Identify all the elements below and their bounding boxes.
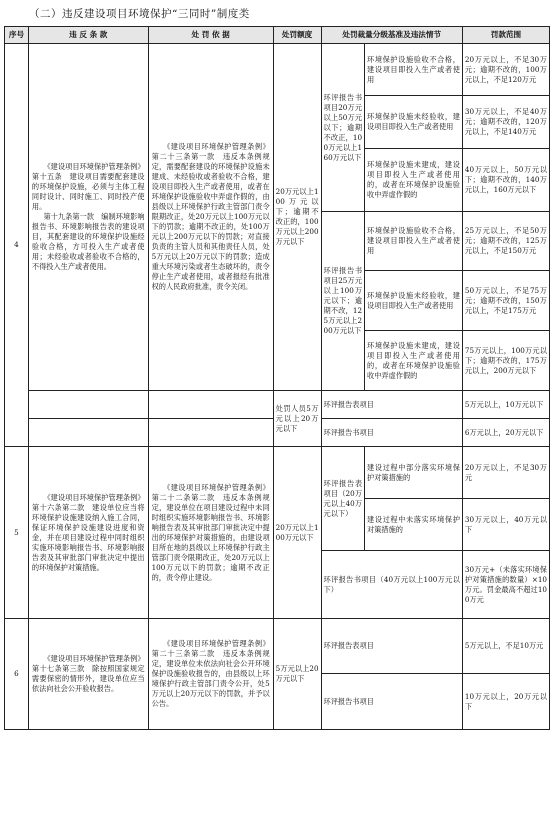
fine-range: 10万元以上，20万元以下 [462, 674, 549, 730]
section-title: （二）违反建设项目环境保护“三同时”制度类 [29, 8, 250, 20]
violation-situation: 环评报告书项目 [321, 674, 462, 730]
violation-situation: 环境保护设施未经验收，建设项目即投入生产或者使用 [365, 271, 463, 331]
fine-range: 5万元以上，10万元以下 [462, 391, 549, 419]
fine-range: 75万元以上，100万元以下；逾期不改的，175万元以上，200万元以下 [462, 331, 549, 391]
violation-situation: 环境保护设施未建成，建设项目即投入生产或者使用的，或者在环境保护设施验收中弄虚作假的 [365, 149, 463, 212]
empty-cell [28, 391, 148, 419]
fine-range: 30万元以上，40万元以下 [462, 499, 549, 551]
fine-range: 25万元以上，不足50万元；逾期不改的，125万元以上，不足150万元 [462, 212, 549, 271]
header-row [5, 27, 550, 44]
penalty-amount: 20万元以上100万元以下 [273, 447, 321, 619]
fine-range: 20万元以上，不足30万元 [462, 447, 549, 499]
penalty-amount: 20万元以上100万元以下；逾期不改正的，100万元以上200万元以下 [273, 44, 321, 391]
penalty-amount: 5万元以上20万元以下 [273, 619, 321, 730]
table-row [5, 447, 550, 499]
violation-situation: 环评报告表项目 [321, 391, 462, 419]
violation-situation: 环评报告书项目（40万元以上100万元以下） [321, 551, 462, 619]
violation-situation: 建设过程中未落实环境保护对策措施的 [365, 499, 463, 551]
table-row [5, 391, 550, 419]
penalty-basis: 《建设项目环境保护管理条例》第二十二条第二款 违反本条例规定，建设单位在项目建设过程中未同时组织实施环境影响报告书、环境影响报告表及其审批部门审批决定中提出的环境保护对策措施的，由建设项目所在地的县级以上环境保护行政主管部门责令限期改正，处20万元以上100万元以下的罚款；逾期不改正的，责令停止建设。 [148, 447, 273, 619]
empty-cell [148, 391, 273, 419]
penalty-basis: 《建设项目环境保护管理条例》第二十三条第一款 违反本条例规定，需要配套建设的环境保护设施未建成、未经验收或者验收不合格，建设项目即投入生产或者使用，或者在环境保护设施验收中弄虚作假的，由县级以上环境保护行政主管部门责令限期改正，处20万元以上100万元以下的罚款；逾期不改正的，处100万元以上200万元以下的罚款；对直接负责的主管人员和其他责任人员，处5万元以上20万元以下的罚款；造成重大环境污染或者生态破坏的，责令停止生产或者使用，或者报经有批准权的人民政府批准，责令关闭。 [148, 44, 273, 391]
violation-situation: 环境保护设施验收不合格，建设项目即投入生产或者使用 [365, 44, 463, 96]
violation-clause [28, 44, 148, 391]
fine-range: 50万元以上，不足75万元；逾期不改的，150万元以上，不足175万元 [462, 271, 549, 331]
fine-range: 20万元以上，不足30万元；逾期不改的，100万元以上，不足120万元 [462, 44, 549, 96]
fine-range: 5万元以上，不足10万元 [462, 619, 549, 674]
table-row [5, 44, 550, 96]
row-number: 4 [5, 44, 29, 447]
violation-situation: 环评报告书项目 [321, 419, 462, 447]
fine-range: 40万元以上，50万元以下；逾期不改的，140万元以上，160万元以下 [462, 149, 549, 212]
fine-range: 30万元+（未落实环境保护对策措施的数量）×10万元。罚金最高不超过100万元 [462, 551, 549, 619]
header-clause: 违 反 条 款 [28, 27, 148, 44]
row-number: 6 [5, 619, 29, 730]
clause-text: 《建设项目环境保护管理条例》第十五条 建设项目需要配套建设的环境保护设施，必须与主体工程同时设计、同时施工、同时投产使用。 [31, 162, 145, 211]
violation-clause: 《建设项目环境保护管理条例》第十七条第三款 除按照国家规定需要保密的情形外，建设单位应当依法向社会公开验收报告。 [28, 619, 148, 730]
empty-cell [28, 419, 148, 447]
header-grading: 处罚裁量分级基准及违法情节 [321, 27, 462, 44]
violation-situation: 环评报告表项目 [321, 619, 462, 674]
violation-situation: 环境保护设施未建成，建设项目即投入生产或者使用的，或者在环境保护设施验收中弄虚作假的 [365, 331, 463, 391]
clause-text: 第十九条第一款 编制环境影响报告书、环境影响报告表的建设项目，其配套建设的环境保护设施经验收合格，方可投入生产或者使用；未经验收或者验收不合格的，不得投入生产或者使用。 [31, 212, 145, 271]
header-basis: 处 罚 依 据 [148, 27, 273, 44]
personal-amount: 处罚人员5万元以上20万元以下 [273, 391, 321, 447]
penalty-table [4, 26, 550, 730]
grading-group: 环评报告表项目（20万元以上40万元以下） [321, 447, 365, 551]
violation-clause: 《建设项目环境保护管理条例》第十六条第二款 建设单位应当将环境保护设施建设纳入施工合同，保证环境保护设施建设进度和资金，并在项目建设过程中同时组织实施环境影响报告书、环境影响报告表及其审批部门审批决定中提出的环境保护对策措施。 [28, 447, 148, 619]
empty-cell [148, 419, 273, 447]
violation-situation: 建设过程中部分落实环境保护对策措施的 [365, 447, 463, 499]
violation-situation: 环境保护设施验收不合格，建设项目即投入生产或者使用 [365, 212, 463, 271]
grading-group: 环评报告书项目25万元以上100万元以下；逾期不改，125万元以上200万元以下 [321, 212, 365, 391]
fine-range: 30万元以上，不足40万元；逾期不改的，120万元以上，不足140万元 [462, 96, 549, 149]
violation-situation: 环境保护设施未经验收，建设项目即投入生产或者使用 [365, 96, 463, 149]
header-amount: 处罚额度 [273, 27, 321, 44]
table-row [5, 619, 550, 674]
grading-group: 环评报告书项目20万元以上50万元以下；逾期不改正，100万元以上160万元以下 [321, 44, 365, 212]
fine-range: 6万元以上，20万元以下 [462, 419, 549, 447]
header-number: 序号 [5, 27, 29, 44]
row-number: 5 [5, 447, 29, 619]
header-range: 罚款范围 [462, 27, 549, 44]
penalty-basis: 《建设项目环境保护管理条例》第二十三条第二款 违反本条例规定，建设单位未依法向社会公开环境保护设施验收报告的，由县级以上环境保护行政主管部门责令公开，处5万元以上20万元以下的罚款，并予以公告。 [148, 619, 273, 730]
